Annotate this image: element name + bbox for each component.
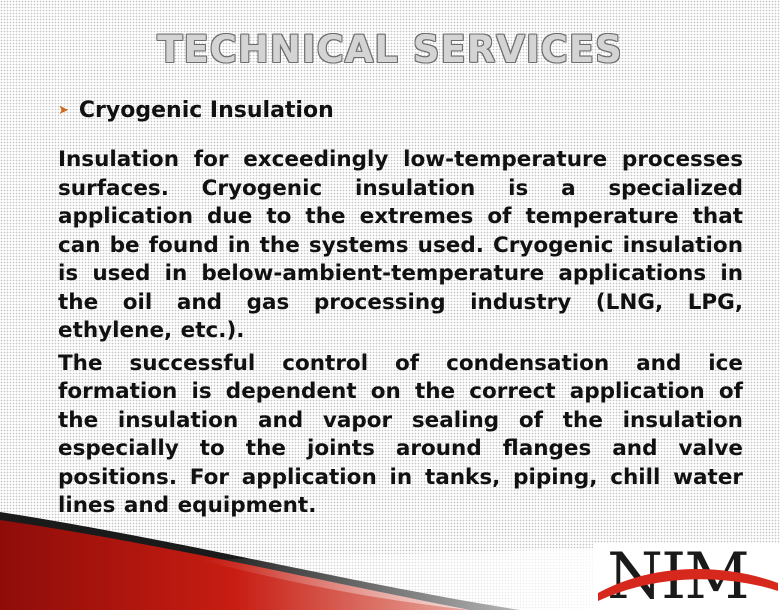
bullet-heading: Cryogenic Insulation — [78, 98, 334, 123]
company-logo — [593, 543, 780, 610]
logo-text: NIM — [607, 543, 748, 610]
paragraph-1: Insulation for exceedingly low-temperature processes surfaces. Cryogenic insulation is a specialized application due to the extremes of temperature that can be found in the systems used. Cryogenic insulation is used in below-ambient-temperature applications in the oil and gas processing industry (LNG, LPG, ethylene, etc.). — [58, 147, 743, 343]
paragraph-2: The successful control of condensation and ice formation is dependent on the correct application of the insulation and vapor sealing of the insulation especially to the joints around flanges and valve positions. For application in tanks, piping, chill water lines and equipment. — [58, 350, 743, 518]
logo-swoosh-icon — [593, 543, 780, 610]
arrow-bullet-icon: ➤ — [58, 103, 69, 118]
slide-title: TECHNICAL SERVICES — [157, 28, 623, 71]
